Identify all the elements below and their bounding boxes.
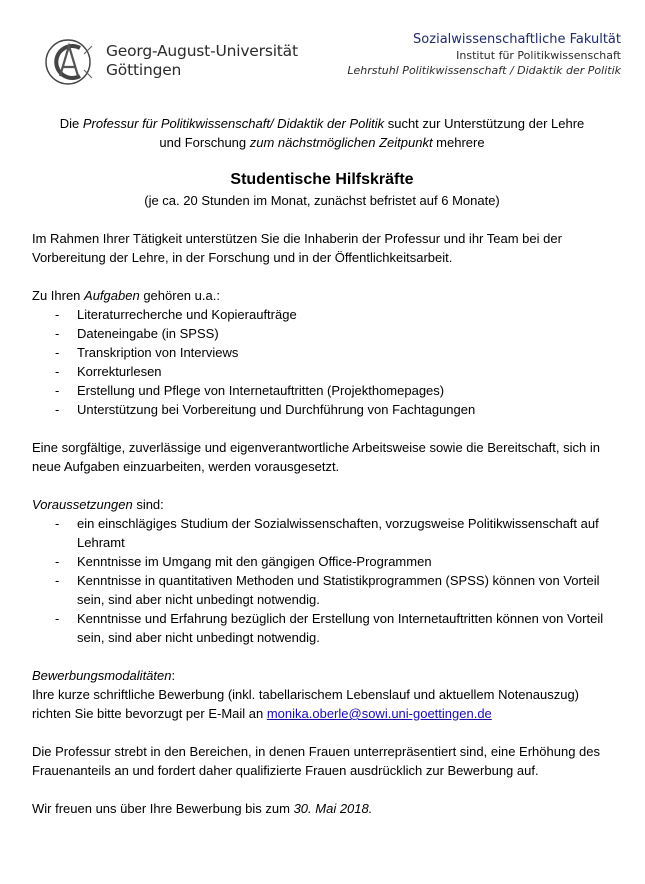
application-heading-text: Bewerbungsmodalitäten (32, 668, 172, 683)
tasks-heading-text: gehören u.a.: (139, 288, 220, 303)
intro-text: mehrere (432, 135, 485, 150)
list-dash: - (55, 307, 60, 322)
deadline-date: 30. Mai 2018. (293, 801, 373, 816)
university-logo (40, 32, 300, 92)
list-dash: - (55, 345, 60, 360)
tasks-heading (32, 286, 612, 305)
list-item-text: Unterstützung bei Vorbereitung und Durchführung von Fachtagungen (77, 402, 476, 417)
list-item (32, 571, 612, 609)
work-style-paragraph: Eine sorgfältige, zuverlässige und eigenverantwortliche Arbeitsweise sowie die Bereitschaft, sich in neue Aufgaben einzuarbeiten, werden vorausgesetzt. (32, 440, 600, 474)
intro-text: Die (59, 116, 83, 131)
requirements-list (32, 514, 612, 647)
list-item-text: Erstellung und Pflege von Internetauftritten (Projekthomepages) (77, 383, 445, 398)
institute-name: Institut für Politikwissenschaft (456, 49, 621, 62)
faculty-name: Sozialwissenschaftliche Fakultät (413, 32, 621, 47)
description-paragraph: Im Rahmen Ihrer Tätigkeit unterstützen Sie die Inhaberin der Professur und ihr Team bei der Vorbereitung der Lehre, in der Forschung und in der Öffentlichkeitsarbeit. (32, 231, 562, 265)
document-body (32, 114, 612, 818)
list-item-text: ein einschlägiges Studium der Sozialwissenschaften, vorzugsweise Politikwissenschaft auf Lehramt (77, 516, 599, 550)
intro-line-2 (26, 133, 618, 152)
list-dash: - (55, 326, 60, 341)
job-title: Studentische Hilfskräfte (230, 171, 414, 188)
intro-text: und Forschung (159, 135, 250, 150)
application-paragraph (32, 685, 612, 723)
closing-text: Wir freuen uns über Ihre Bewerbung bis zum (32, 801, 294, 816)
intro-timing: zum nächstmöglichen Zeitpunkt (249, 135, 433, 150)
list-item (32, 514, 612, 552)
list-dash: - (55, 364, 60, 379)
requirements-heading (32, 495, 612, 514)
list-item (32, 362, 612, 381)
university-name-line2: Göttingen (106, 61, 182, 79)
chair-name: Lehrstuhl Politikwissenschaft / Didaktik der Politik (347, 64, 621, 77)
intro-professorship: Professur für Politikwissenschaft/ Didaktik der Politik (82, 116, 385, 131)
list-dash: - (55, 402, 60, 417)
list-item (32, 609, 612, 647)
application-heading-colon: : (171, 668, 176, 683)
application-heading (32, 666, 612, 685)
list-dash: - (55, 573, 60, 588)
list-item (32, 552, 612, 571)
intro-line-1 (26, 114, 618, 133)
list-dash: - (55, 516, 60, 531)
university-name (106, 42, 298, 80)
list-item (32, 381, 612, 400)
university-seal-icon (40, 36, 96, 88)
faculty-block (347, 31, 621, 78)
list-item-text: Kenntnisse und Erfahrung bezüglich der Erstellung von Internetauftritten können von Vorteil sein, sind aber nicht unbedingt notwendig. (77, 611, 604, 645)
list-item-text: Dateneingabe (in SPSS) (77, 326, 219, 341)
list-item-text: Kenntnisse in quantitativen Methoden und Statistikprogrammen (SPSS) können von Vorteil sein, sind aber nicht unbedingt notwendig. (77, 573, 600, 607)
list-dash: - (55, 611, 60, 626)
tasks-heading-text: Zu Ihren (32, 288, 85, 303)
university-name-line1: Georg-August-Universität (106, 42, 298, 60)
equality-paragraph: Die Professur strebt in den Bereichen, in denen Frauen unterrepräsentiert sind, eine Erhöhung des Frauenanteils an und fordert daher qualifizierte Frauen ausdrücklich zur Bewerbung auf. (32, 744, 601, 778)
list-item (32, 324, 612, 343)
email-link[interactable]: monika.oberle@sowi.uni-goettingen.de (266, 706, 492, 721)
requirements-heading-emphasis: Voraussetzungen (32, 497, 133, 512)
intro-text: sucht zur Unterstützung der Lehre (384, 116, 585, 131)
list-item (32, 343, 612, 362)
list-item-text: Korrekturlesen (77, 364, 162, 379)
tasks-heading-emphasis: Aufgaben (84, 288, 140, 303)
tasks-list (32, 305, 612, 419)
requirements-heading-text: sind: (132, 497, 164, 512)
job-subtitle: (je ca. 20 Stunden im Monat, zunächst befristet auf 6 Monate) (144, 193, 500, 208)
list-item-text: Kenntnisse im Umgang mit den gängigen Office-Programmen (77, 554, 432, 569)
list-item (32, 400, 612, 419)
application-text: Ihre kurze schriftliche Bewerbung (inkl. tabellarischem Lebenslauf und aktuellem Notenauszug) richten Sie bitte bevorzugt per E-Mail an (32, 687, 580, 721)
list-dash: - (55, 554, 60, 569)
closing-paragraph (32, 799, 612, 818)
list-item-text: Transkription von Interviews (77, 345, 239, 360)
list-item-text: Literaturrecherche und Kopieraufträge (77, 307, 297, 322)
list-dash: - (55, 383, 60, 398)
list-item (32, 305, 612, 324)
